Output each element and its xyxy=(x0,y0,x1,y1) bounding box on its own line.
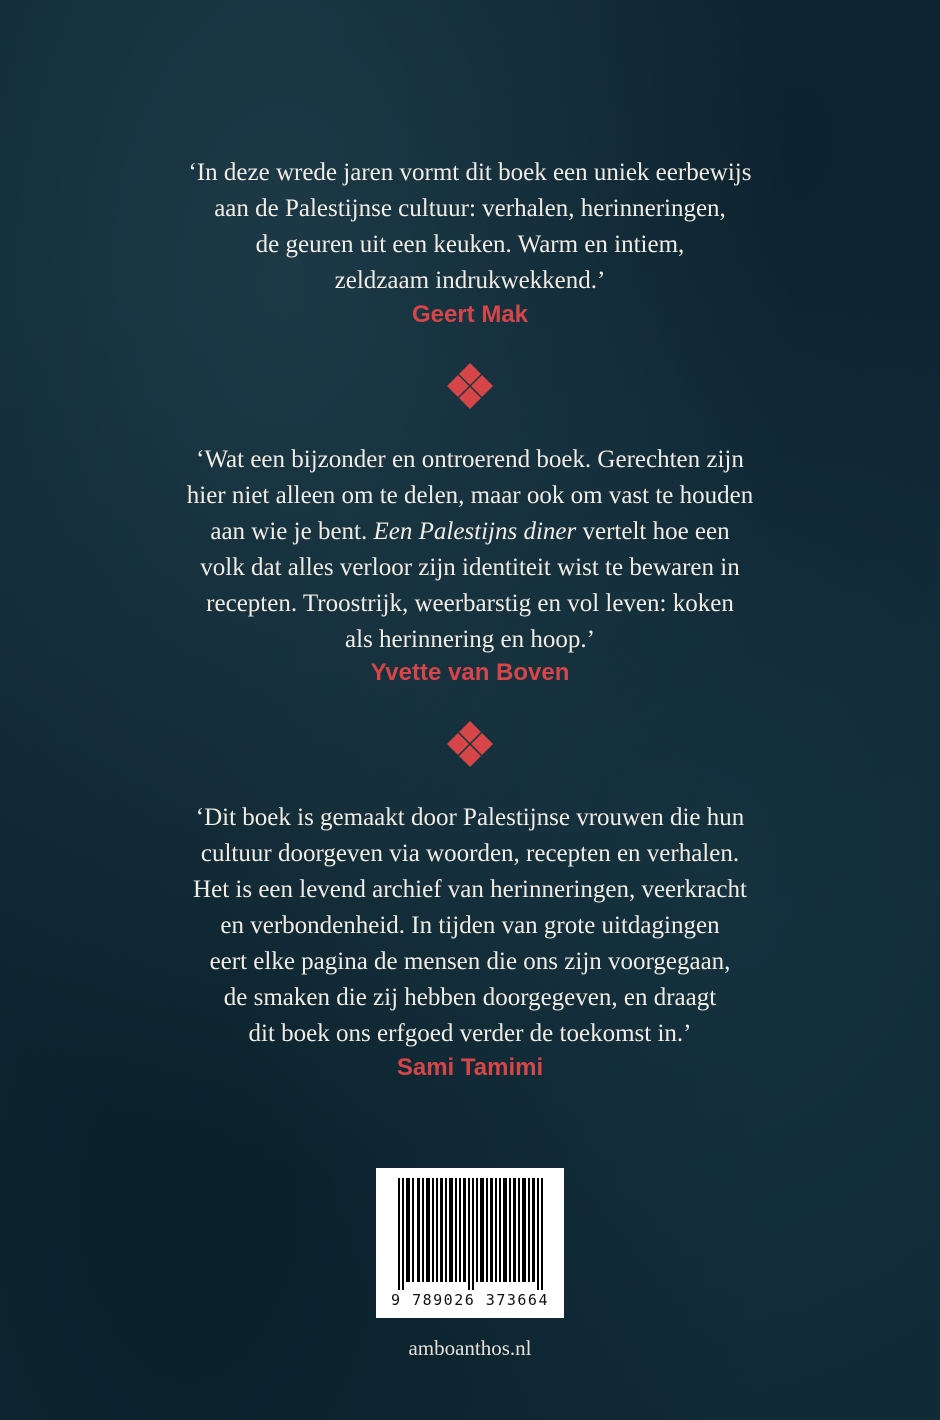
barcode xyxy=(376,1168,564,1318)
diamond-ornament-icon xyxy=(446,363,494,409)
quote-line: Het is een levend archief van herinneringen, veerkracht xyxy=(193,876,747,903)
quote-line: zeldzaam indrukwekkend.’ xyxy=(334,267,606,294)
quote-geert-mak xyxy=(0,155,940,299)
publisher-url[interactable]: amboanthos.nl xyxy=(408,1336,532,1360)
quote-fragment: aan wie je bent. xyxy=(210,518,368,545)
quote-sami-tamimi xyxy=(0,800,940,1052)
isbn-number: 9 789026 373664 xyxy=(391,1291,549,1309)
quote-line: hier niet alleen om te delen, maar ook om vast te houden xyxy=(186,482,754,509)
quote-line: ‘Wat een bijzonder en ontroerend boek. Gerechten zijn xyxy=(196,446,744,473)
author-sami-tamimi: Sami Tamimi xyxy=(396,1054,544,1081)
author-geert-mak: Geert Mak xyxy=(411,301,529,328)
diamond-ornament-icon xyxy=(446,721,494,767)
book-title: Een Palestijns diner xyxy=(373,518,577,545)
quote-line: recepten. Troostrijk, weerbarstig en vol leven: koken xyxy=(206,590,734,617)
quote-line: dit boek ons erfgoed verder de toekomst in.’ xyxy=(248,1020,692,1047)
quote-line: de smaken die zij hebben doorgegeven, en draagt xyxy=(223,984,717,1011)
quote-line: als herinnering en hoop.’ xyxy=(345,626,595,653)
quote-line: cultuur doorgeven via woorden, recepten en verhalen. xyxy=(200,840,740,867)
quote-yvette-van-boven xyxy=(0,442,940,658)
author-yvette-van-boven: Yvette van Boven xyxy=(370,659,570,686)
quote-line xyxy=(0,514,940,550)
quote-line: ‘Dit boek is gemaakt door Palestijnse vrouwen die hun xyxy=(195,804,745,831)
quote-line: en verbondenheid. In tijden van grote uitdagingen xyxy=(220,912,720,939)
quote-line: eert elke pagina de mensen die ons zijn voorgegaan, xyxy=(209,948,731,975)
quote-line: de geuren uit een keuken. Warm en intiem, xyxy=(255,231,685,258)
quote-fragment: vertelt hoe een xyxy=(582,518,730,545)
quote-line: ‘In deze wrede jaren vormt dit boek een uniek eerbewijs xyxy=(188,159,752,186)
quote-line: aan de Palestijnse cultuur: verhalen, herinneringen, xyxy=(214,195,726,222)
quote-line: volk dat alles verloor zijn identiteit wist te bewaren in xyxy=(200,554,740,581)
barcode-bars-icon xyxy=(390,1178,550,1290)
